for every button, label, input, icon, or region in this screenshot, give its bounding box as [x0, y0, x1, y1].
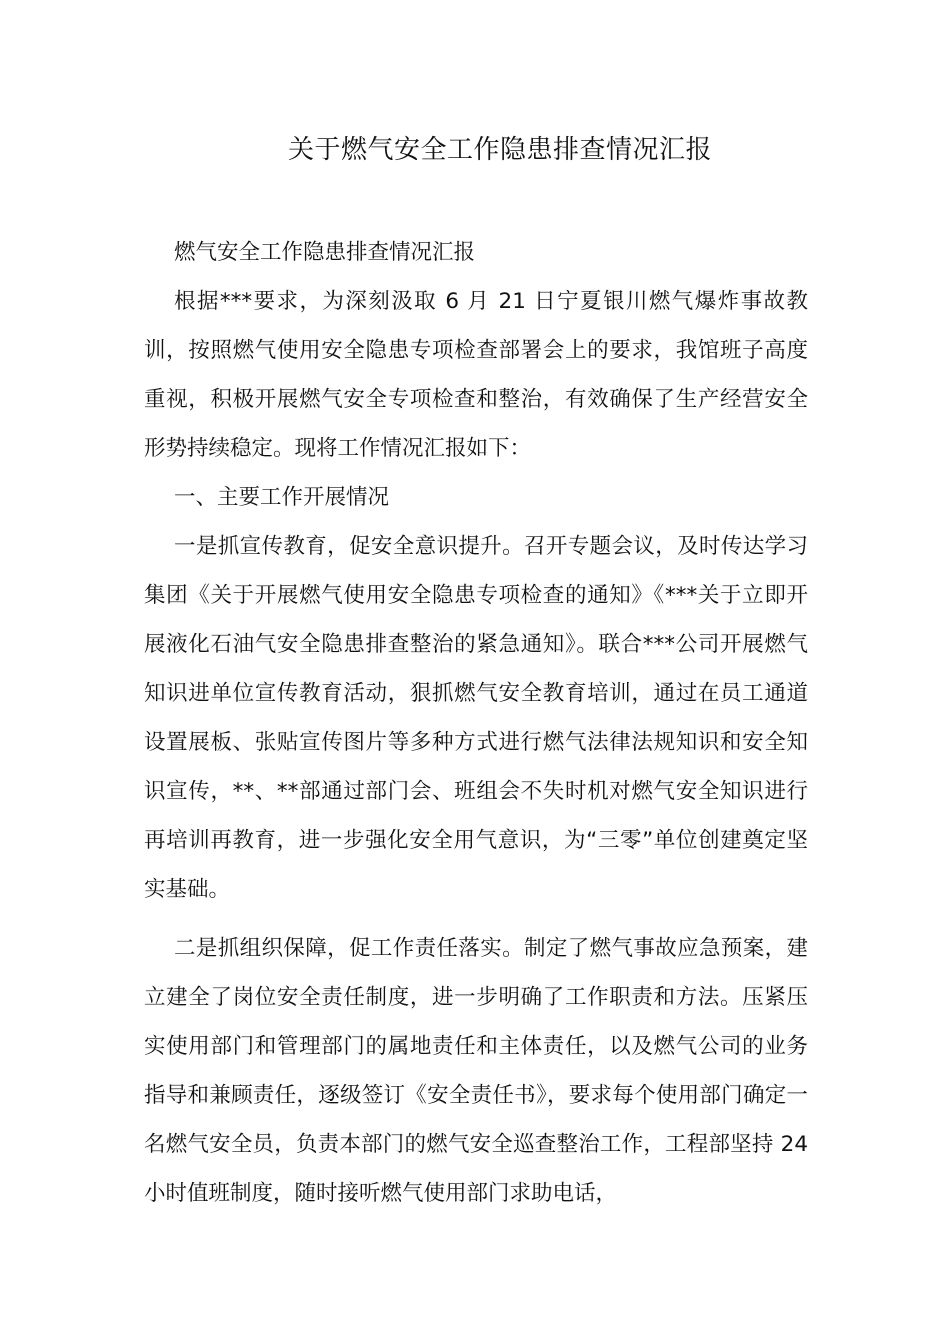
body-paragraph-1: 一是抓宣传教育，促安全意识提升。召开专题会议，及时传达学习集团《关于开展燃气使用安全隐患专项检查的通知》《***关于立即开展液化石油气安全隐患排查整治的紧急通知》。联合***公司开展燃气知识进单位宣传教育活动，狠抓燃气安全教育培训，通过在员工通道设置展板、张贴宣传图片等多种方式进行燃气法律法规知识和安全知识宣传，**、**部通过部门会、班组会不失时机对燃气安全知识进行再培训再教育，进一步强化安全用气意识，为“三零”单位创建奠定坚实基础。	[144, 534, 808, 902]
intro-paragraph: 根据***要求，为深刻汲取 6 月 21 日宁夏银川燃气爆炸事故教训，按照燃气使用安全隐患专项检查部署会上的要求，我馆班子高度重视，积极开展燃气安全专项检查和整治，有效确保了生产经营安全形势持续稳定。现将工作情况汇报如下：	[144, 289, 808, 461]
document-body	[144, 228, 808, 1218]
subtitle-paragraph: 燃气安全工作隐患排查情况汇报	[174, 240, 476, 265]
body-paragraph-2: 二是抓组织保障，促工作责任落实。制定了燃气事故应急预案，建立建全了岗位安全责任制度，进一步明确了工作职责和方法。压紧压实使用部门和管理部门的属地责任和主体责任，以及燃气公司的业务指导和兼顾责任，逐级签订《安全责任书》，要求每个使用部门确定一名燃气安全员，负责本部门的燃气安全巡查整治工作，工程部坚持 24 小时值班制度，随时接听燃气使用部门求助电话，	[144, 936, 808, 1206]
document-title: 关于燃气安全工作隐患排查情况汇报	[287, 135, 712, 165]
section-heading: 一、主要工作开展情况	[174, 485, 390, 510]
